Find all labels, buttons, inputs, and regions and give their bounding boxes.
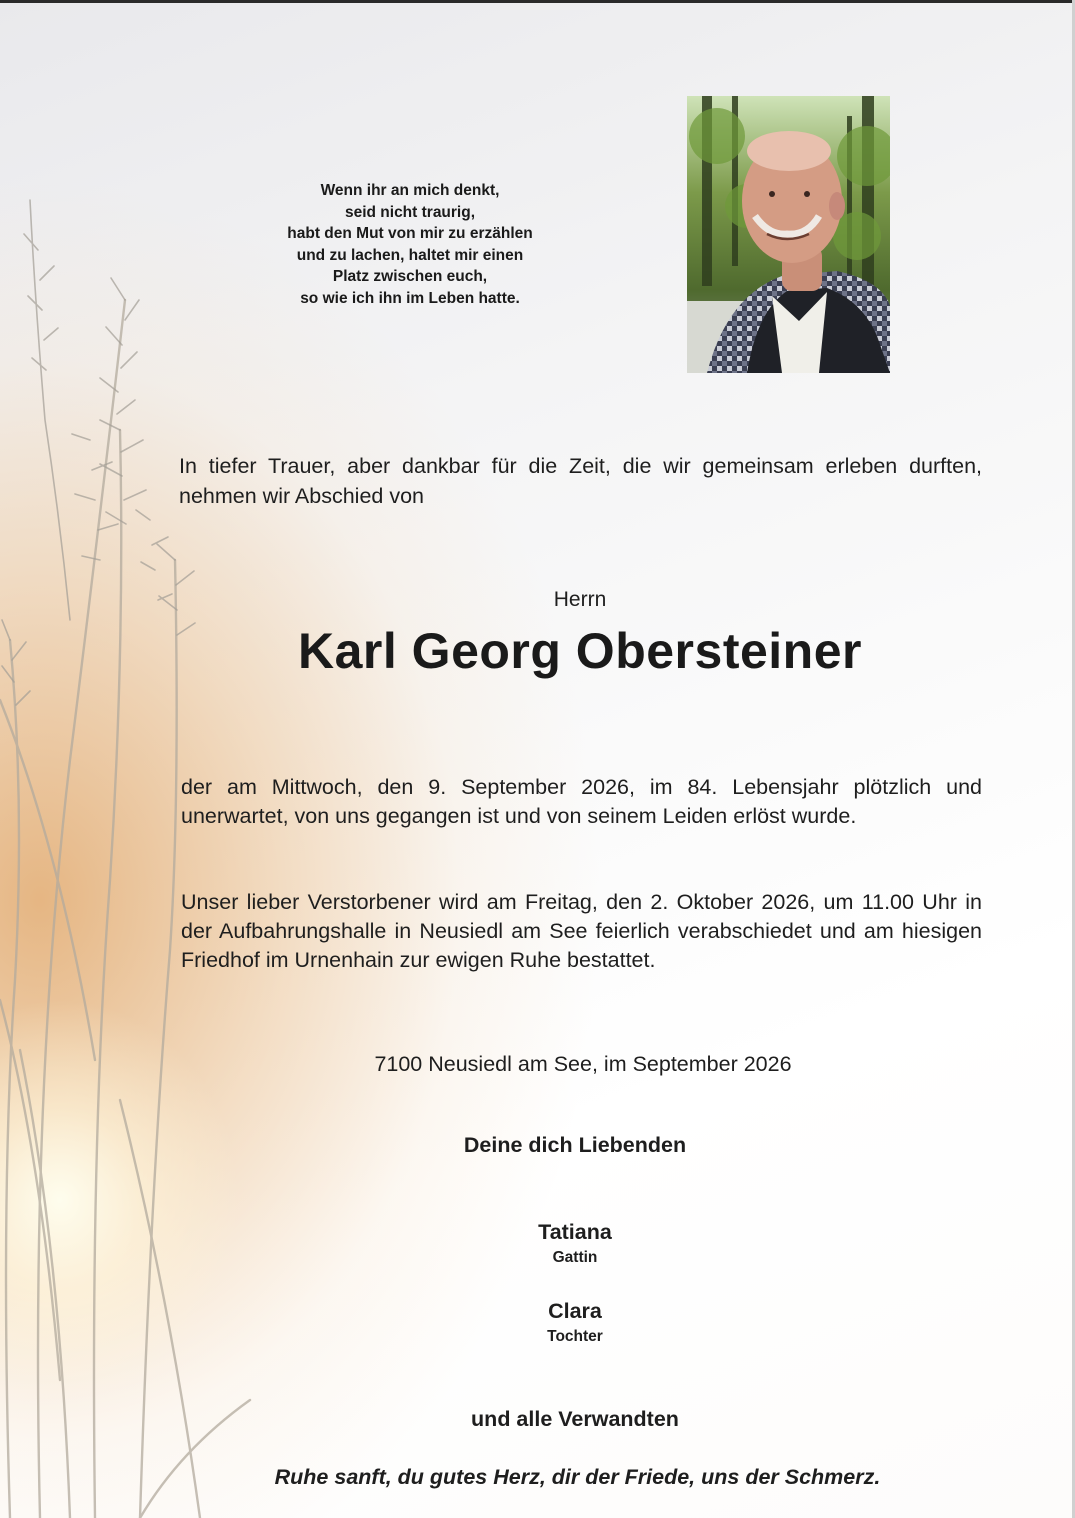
memorial-poem	[230, 180, 590, 309]
relative-role: Gattin	[552, 1249, 598, 1266]
relative-name: Tatiana	[538, 1220, 612, 1244]
poem-line: und zu lachen, haltet mir einen	[296, 246, 524, 264]
relative-name: Clara	[548, 1299, 602, 1323]
grass-decoration	[0, 0, 260, 1518]
poem-line: seid nicht traurig,	[344, 203, 476, 221]
closing-verse: Ruhe sanft, du gutes Herz, dir der Friede, uns der Schmerz.	[274, 1465, 881, 1489]
death-notice-paragraph: der am Mittwoch, den 9. September 2026, im 84. Lebensjahr plötzlich und unerwartet, von uns gegangen ist und von seinem Leiden erlöst wurde.	[181, 775, 982, 828]
funeral-details-paragraph: Unser lieber Verstorbener wird am Freitag, den 2. Oktober 2026, um 11.00 Uhr in der Aufbahrungshalle in Neusiedl am See feierlich verabschiedet und am hiesigen Friedhof im Urnenhain zur ewigen Ruhe bestattet.	[181, 890, 982, 972]
relative-role: Tochter	[547, 1328, 603, 1345]
salutation: Herrn	[553, 588, 607, 611]
poem-line: Platz zwischen euch,	[332, 268, 488, 285]
deceased-name: Karl Georg Obersteiner	[298, 623, 862, 679]
intro-text: In tiefer Trauer, aber dankbar für die Zeit, die wir gemeinsam erleben durften, nehmen wir Abschied von	[179, 454, 982, 508]
place-date: 7100 Neusiedl am See, im September 2026	[374, 1052, 792, 1076]
mourners-heading: Deine dich Liebenden	[463, 1133, 687, 1157]
poem-line: habt den Mut von mir zu erzählen	[287, 225, 533, 242]
all-relatives: und alle Verwandten	[471, 1407, 679, 1431]
poem-line: Wenn ihr an mich denkt,	[320, 182, 500, 199]
portrait-photo	[687, 96, 890, 373]
poem-line: so wie ich ihn im Leben hatte.	[300, 289, 520, 307]
